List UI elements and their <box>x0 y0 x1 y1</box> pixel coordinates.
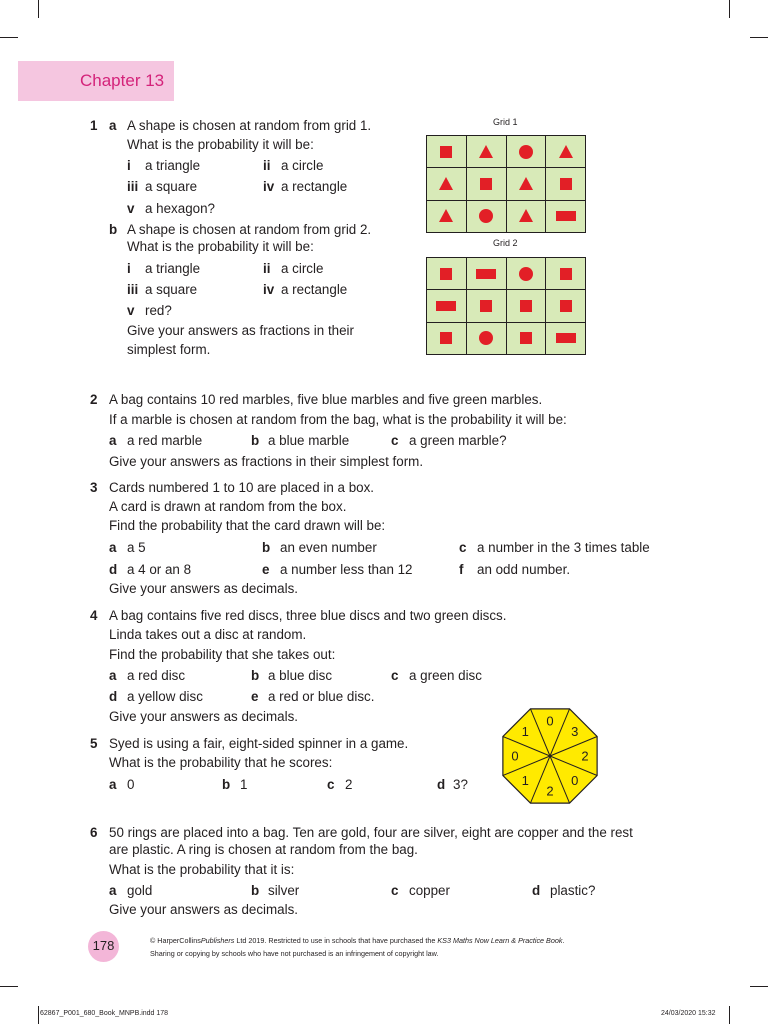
q3c-label: c <box>459 540 467 555</box>
q4-note: Give your answers as decimals. <box>109 709 299 724</box>
q3a-label: a <box>109 540 117 555</box>
q4d-label: d <box>109 689 118 704</box>
grid-cell <box>467 290 506 321</box>
q3-number: 3 <box>90 480 98 495</box>
q3-note: Give your answers as decimals. <box>109 581 299 596</box>
q4c-text: a green disc <box>409 668 482 683</box>
crop-mark <box>38 0 39 18</box>
q3d-text: a 4 or an 8 <box>127 562 192 577</box>
q4e-text: a red or blue disc. <box>268 689 375 704</box>
q6-number: 6 <box>90 825 98 840</box>
q1b-note-line2: simplest form. <box>127 342 211 357</box>
q4-number: 4 <box>90 608 98 623</box>
square-shape <box>516 296 536 316</box>
q3a-text: a 5 <box>127 540 146 555</box>
square-shape <box>556 174 576 194</box>
grid-cell <box>507 168 546 199</box>
q2-number: 2 <box>90 392 98 407</box>
grid-cell <box>507 136 546 167</box>
q1b-letter: b <box>109 222 118 237</box>
circle-shape <box>476 328 496 348</box>
grid-cell <box>427 290 466 321</box>
triangle-shape <box>516 206 536 226</box>
copyright-line2: Sharing or copying by schools who have not purchased is an infringement of copyright law. <box>150 949 439 958</box>
square-shape <box>476 174 496 194</box>
grid-cell <box>507 290 546 321</box>
circle-shape <box>516 264 536 284</box>
q3e-text: a number less than 12 <box>280 562 413 577</box>
q1a-ii-label: ii <box>263 158 271 173</box>
grid-cell <box>467 323 506 354</box>
q4e-label: e <box>251 689 259 704</box>
q1b-iv-label: iv <box>263 282 275 297</box>
grid-cell <box>467 201 506 232</box>
grid2-label: Grid 2 <box>493 238 518 248</box>
file-slug: 62867_P001_680_Book_MNPB.indd 178 <box>40 1010 169 1017</box>
triangle-shape <box>476 142 496 162</box>
crop-mark <box>0 986 18 987</box>
grid-cell <box>467 136 506 167</box>
q5-line1: Syed is using a fair, eight-sided spinner in a game. <box>109 736 409 751</box>
q1b-iv-text: a rectangle <box>281 282 348 297</box>
crop-mark <box>729 0 730 18</box>
grid-cell <box>427 258 466 289</box>
triangle-shape <box>516 174 536 194</box>
q1b-note-line1: Give your answers as fractions in their <box>127 323 354 338</box>
spinner-sector-value: 2 <box>546 783 554 799</box>
square-shape <box>516 328 536 348</box>
q5b-text: 1 <box>240 777 248 792</box>
q5b-label: b <box>222 777 231 792</box>
grid-cell <box>546 168 585 199</box>
q4-line2: Linda takes out a disc at random. <box>109 627 307 642</box>
q6d-text: plastic? <box>550 883 596 898</box>
q1a-text: A shape is chosen at random from grid 1. <box>127 118 372 133</box>
grid1-label: Grid 1 <box>493 117 518 127</box>
q6-line2: are plastic. A ring is chosen at random from the bag. <box>109 842 418 857</box>
q3f-text: an odd number. <box>477 562 571 577</box>
q1a-ii-text: a circle <box>281 158 324 173</box>
grid-cell <box>467 168 506 199</box>
q4-line3: Find the probability that she takes out: <box>109 647 336 662</box>
q3f-label: f <box>459 562 464 577</box>
spinner-sector-value: 1 <box>521 773 529 789</box>
grid-cell <box>427 168 466 199</box>
crop-mark <box>729 1006 730 1024</box>
q6a-text: gold <box>127 883 153 898</box>
q1b-iii-label: iii <box>127 282 139 297</box>
q1b-v-label: v <box>127 303 135 318</box>
grid-cell <box>546 136 585 167</box>
q3-line1: Cards numbered 1 to 10 are placed in a box. <box>109 480 375 495</box>
triangle-shape <box>556 142 576 162</box>
grid2 <box>426 257 586 355</box>
crop-mark <box>0 37 18 38</box>
grid-cell <box>507 258 546 289</box>
date-slug: 24/03/2020 15:32 <box>661 1010 716 1017</box>
q1a-letter: a <box>109 118 117 133</box>
q1a-iii-label: iii <box>127 179 139 194</box>
square-shape <box>556 296 576 316</box>
grid-cell <box>427 201 466 232</box>
grid-cell <box>507 323 546 354</box>
q1b-question: What is the probability it will be: <box>127 239 314 254</box>
circle-shape <box>476 206 496 226</box>
grid-cell <box>546 201 585 232</box>
q6-line3: What is the probability that it is: <box>109 862 295 877</box>
q5c-label: c <box>327 777 335 792</box>
q1a-iv-label: iv <box>263 179 275 194</box>
q1a-iii-text: a square <box>145 179 198 194</box>
q3b-text: an even number <box>280 540 377 555</box>
q6b-label: b <box>251 883 260 898</box>
q1a-v-label: v <box>127 201 135 216</box>
q3b-label: b <box>262 540 271 555</box>
square-shape <box>436 264 456 284</box>
spinner-sector-value: 1 <box>521 723 529 739</box>
q2-line1: A bag contains 10 red marbles, five blue marbles and five green marbles. <box>109 392 543 407</box>
q6b-text: silver <box>268 883 300 898</box>
rectangle-shape <box>436 296 456 316</box>
q4-line1: A bag contains five red discs, three blue discs and two green discs. <box>109 608 507 623</box>
square-shape <box>436 142 456 162</box>
q3e-label: e <box>262 562 270 577</box>
q1-number: 1 <box>90 118 98 133</box>
q1b-v-text: red? <box>145 303 172 318</box>
square-shape <box>436 328 456 348</box>
grid-cell <box>427 136 466 167</box>
spinner-sector-value: 0 <box>511 748 519 764</box>
rectangle-shape <box>476 264 496 284</box>
q5-number: 5 <box>90 736 98 751</box>
q2c-label: c <box>391 433 399 448</box>
q4b-text: a blue disc <box>268 668 333 683</box>
grid-cell <box>427 323 466 354</box>
q4b-label: b <box>251 668 260 683</box>
q6-line1: 50 rings are placed into a bag. Ten are gold, four are silver, eight are copper and the rest <box>109 825 633 840</box>
triangle-shape <box>436 174 456 194</box>
q6c-label: c <box>391 883 399 898</box>
q5d-text: 3? <box>453 777 468 792</box>
spinner-sector-value: 0 <box>571 773 579 789</box>
q5a-label: a <box>109 777 117 792</box>
chapter-title: Chapter 13 <box>80 71 165 90</box>
triangle-shape <box>436 206 456 226</box>
square-shape <box>556 264 576 284</box>
q1b-i-text: a triangle <box>145 261 201 276</box>
grid-cell <box>546 290 585 321</box>
spinner-sector-value: 2 <box>581 748 589 764</box>
spinner-sector-value: 0 <box>546 713 554 729</box>
q6a-label: a <box>109 883 117 898</box>
q4a-label: a <box>109 668 117 683</box>
circle-shape <box>516 142 536 162</box>
q1a-v-text: a hexagon? <box>145 201 215 216</box>
q4d-text: a yellow disc <box>127 689 203 704</box>
q1a-i-text: a triangle <box>145 158 201 173</box>
q6c-text: copper <box>409 883 450 898</box>
crop-mark <box>750 37 768 38</box>
grid-cell <box>546 258 585 289</box>
rectangle-shape <box>556 328 576 348</box>
q6d-label: d <box>532 883 541 898</box>
copyright-line1: © HarperCollinsPublishers Ltd 2019. Restricted to use in schools that have purchased the KS3 Maths Now Learn & Practice Book. <box>150 936 565 945</box>
spinner-sector-value: 3 <box>571 723 579 739</box>
q4c-label: c <box>391 668 399 683</box>
q5-line2: What is the probability that he scores: <box>109 755 333 770</box>
q1b-ii-text: a circle <box>281 261 324 276</box>
q1a-iv-text: a rectangle <box>281 179 348 194</box>
grid-cell <box>546 323 585 354</box>
spinner <box>496 702 604 810</box>
grid-cell <box>467 258 506 289</box>
q5c-text: 2 <box>345 777 353 792</box>
grid1 <box>426 135 586 233</box>
rectangle-shape <box>556 206 576 226</box>
q2b-label: b <box>251 433 260 448</box>
q1b-text: A shape is chosen at random from grid 2. <box>127 222 372 237</box>
q2-line2: If a marble is chosen at random from the bag, what is the probability it will be: <box>109 412 567 427</box>
q3-line3: Find the probability that the card drawn will be: <box>109 518 386 533</box>
q3d-label: d <box>109 562 118 577</box>
grid-cell <box>507 201 546 232</box>
q1b-i-label: i <box>127 261 131 276</box>
q2-note: Give your answers as fractions in their simplest form. <box>109 454 424 469</box>
q1a-question: What is the probability it will be: <box>127 137 314 152</box>
page-number: 178 <box>92 938 115 953</box>
square-shape <box>476 296 496 316</box>
q2c-text: a green marble? <box>409 433 507 448</box>
q5d-label: d <box>437 777 446 792</box>
q4a-text: a red disc <box>127 668 186 683</box>
q5a-text: 0 <box>127 777 135 792</box>
q2a-label: a <box>109 433 117 448</box>
q1b-ii-label: ii <box>263 261 271 276</box>
crop-mark <box>38 1006 39 1024</box>
q1a-i-label: i <box>127 158 131 173</box>
q1b-iii-text: a square <box>145 282 198 297</box>
q6-note: Give your answers as decimals. <box>109 902 299 917</box>
crop-mark <box>750 986 768 987</box>
q3-line2: A card is drawn at random from the box. <box>109 499 347 514</box>
q2a-text: a red marble <box>127 433 203 448</box>
q2b-text: a blue marble <box>268 433 350 448</box>
q3c-text: a number in the 3 times table <box>477 540 650 555</box>
